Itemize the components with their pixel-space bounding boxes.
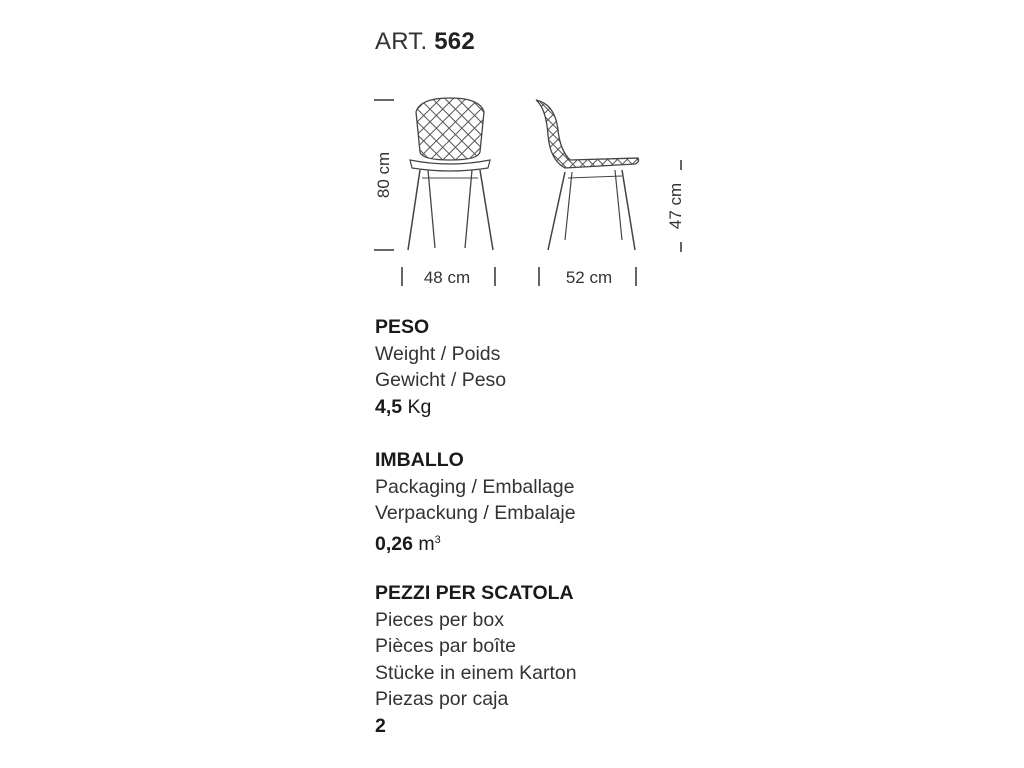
packaging-section: [375, 447, 576, 557]
packaging-heading: IMBALLO: [375, 449, 464, 471]
pieces-section: [375, 580, 577, 740]
weight-translation: Gewicht / Peso: [375, 369, 507, 392]
pieces-value: [375, 713, 577, 740]
packaging-number: 0,26: [375, 532, 413, 555]
article-title: [375, 28, 475, 56]
height-dimension: [374, 100, 394, 250]
packaging-unit: m: [418, 532, 435, 555]
pieces-translation: Pieces per box: [375, 608, 504, 631]
packaging-unit-exponent: 3: [434, 533, 441, 546]
pieces-translation: Pièces par boîte: [375, 635, 516, 658]
width-label: 48 cm: [423, 268, 471, 287]
packaging-translation: Packaging / Emballage: [375, 475, 575, 498]
pieces-heading: PEZZI PER SCATOLA: [375, 582, 574, 604]
weight-translation: Weight / Poids: [375, 342, 501, 365]
weight-section: [375, 314, 506, 420]
chair-front-view: [408, 98, 493, 250]
width-dimension: [402, 267, 495, 287]
article-prefix: ART.: [375, 28, 428, 55]
weight-value: [375, 394, 506, 421]
pieces-translation: Stücke in einem Karton: [375, 661, 577, 684]
seat-height-dimension: [666, 160, 685, 252]
pieces-number: 2: [375, 714, 386, 737]
chair-technical-drawing: [360, 90, 700, 290]
height-label: 80 cm: [374, 151, 393, 199]
article-number: 562: [434, 28, 475, 55]
depth-dimension: [539, 267, 636, 287]
weight-heading: PESO: [375, 316, 430, 338]
weight-unit: Kg: [407, 395, 432, 418]
packaging-value: [375, 527, 576, 558]
pieces-translation: Piezas por caja: [375, 688, 509, 711]
seat-height-label: 47 cm: [666, 182, 685, 230]
packaging-translation: Verpackung / Embalaje: [375, 502, 576, 525]
chair-side-view: [536, 100, 639, 250]
weight-number: 4,5: [375, 395, 403, 418]
depth-label: 52 cm: [565, 268, 613, 287]
